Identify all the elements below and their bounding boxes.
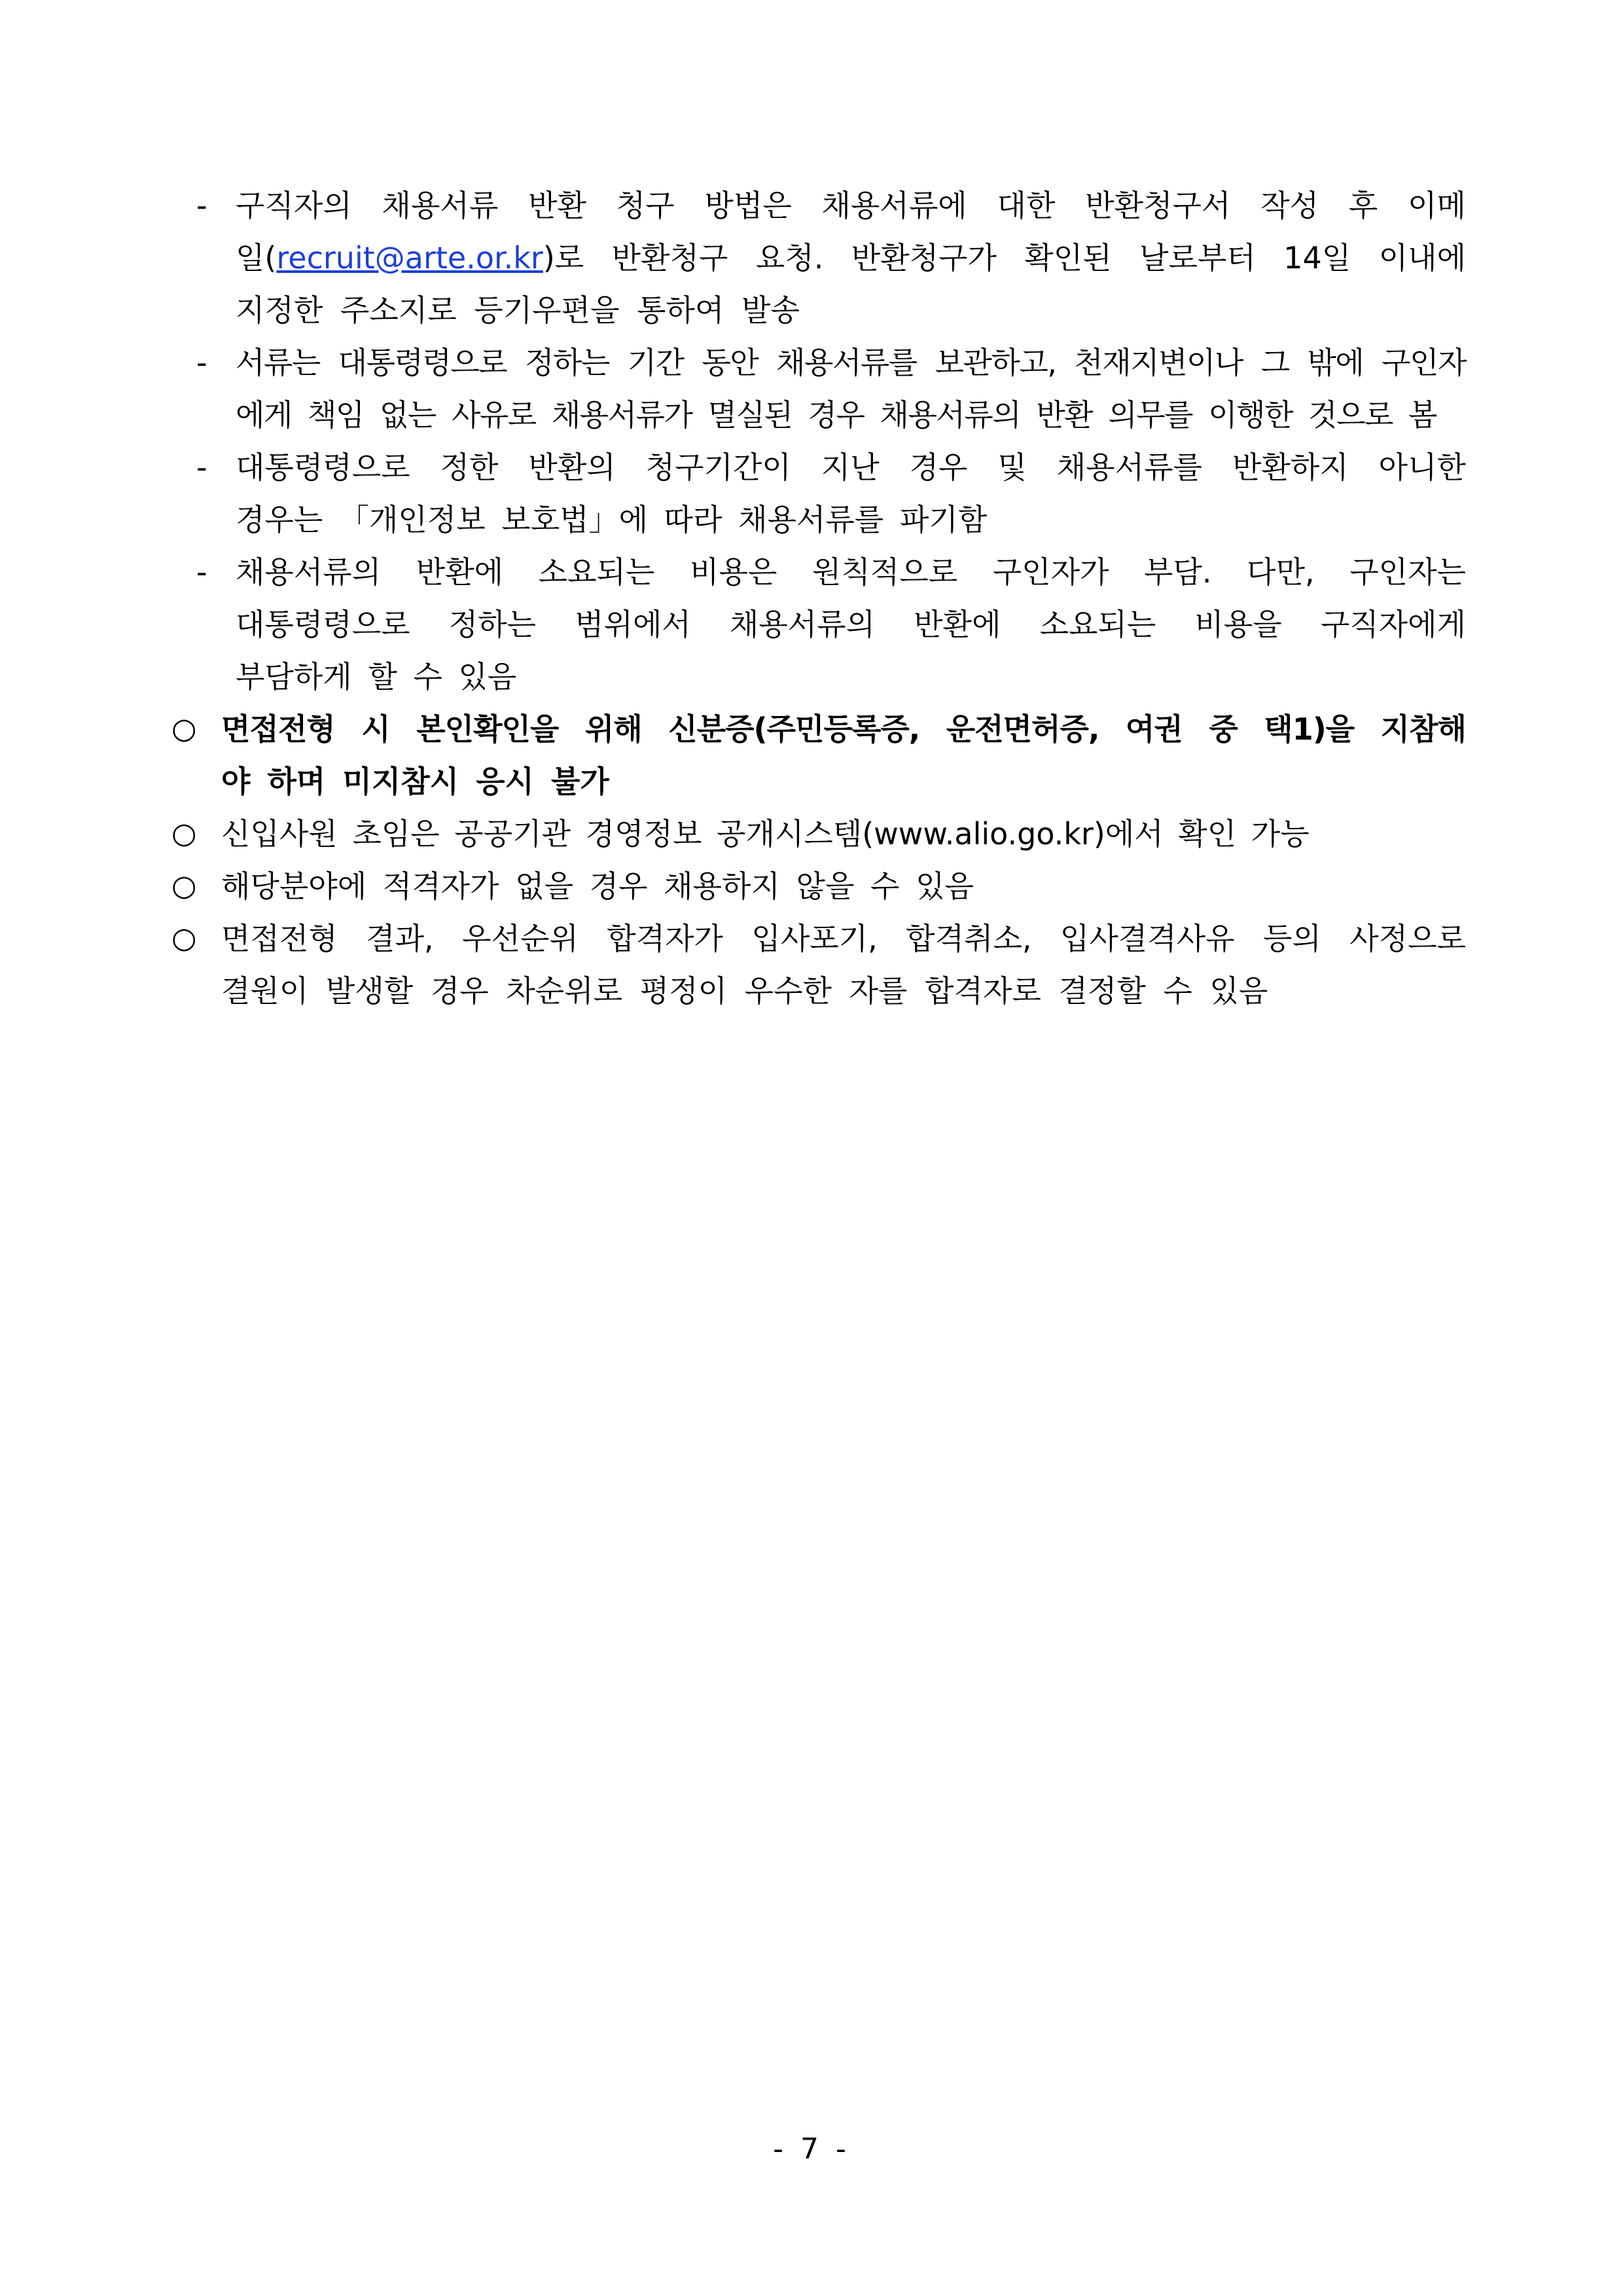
body-line: 면접전형 결과, 우선순위 합격자가 입사포기, 합격취소, 입사결격사유 등의 사정으로 [221, 921, 1466, 956]
body-line: 에게 책임 없는 사유로 채용서류가 멸실된 경우 채용서류의 반환 의무를 이행한 것으로 봄 [236, 397, 1436, 433]
dash-marker: - [196, 188, 207, 223]
circle-marker: ○ [171, 817, 197, 850]
recruit-email-link[interactable]: recruit@arte.or.kr [276, 240, 543, 276]
body-line-bold: 야 하며 미지참시 응시 불가 [221, 764, 609, 799]
body-line: 경우는 「개인정보 보호법」에 따라 채용서류를 파기함 [236, 502, 988, 537]
dash-marker: - [196, 554, 207, 590]
circle-marker: ○ [171, 922, 197, 955]
body-line: 해당분야에 적격자가 없을 경우 채용하지 않을 수 있음 [221, 869, 974, 904]
body-line: 대통령령으로 정한 반환의 청구기간이 지난 경우 및 채용서류를 반환하지 아니한 [236, 450, 1466, 485]
dash-marker: - [196, 345, 207, 380]
body-line: 서류는 대통령령으로 정하는 기간 동안 채용서류를 보관하고, 천재지변이나 그 밖에 구인자 [236, 345, 1466, 380]
text-segment: )로 반환청구 요청. 반환청구가 확인된 날로부터 14일 이내에 [543, 240, 1466, 276]
body-line: 구직자의 채용서류 반환 청구 방법은 채용서류에 대한 반환청구서 작성 후 이메 [236, 188, 1466, 223]
body-line: 신입사원 초임은 공공기관 경영정보 공개시스템(www.alio.go.kr)에서 확인 가능 [221, 816, 1310, 852]
body-line-bold: 면접전형 시 본인확인을 위해 신분증(주민등록증, 운전면허증, 여권 중 택1)을 지참해 [221, 711, 1466, 747]
body-line: 채용서류의 반환에 소요되는 비용은 원칙적으로 구인자가 부담. 다만, 구인자는 [236, 554, 1466, 590]
body-line: 대통령령으로 정하는 범위에서 채용서류의 반환에 소요되는 비용을 구직자에게 [236, 607, 1466, 642]
body-line: 지정한 주소지로 등기우편을 통하여 발송 [236, 293, 800, 328]
text-segment: 일( [236, 240, 277, 276]
dash-marker: - [196, 450, 207, 485]
page-number: - 7 - [773, 2132, 850, 2166]
body-line: 부담하게 할 수 있음 [236, 659, 517, 694]
body-line: 결원이 발생할 경우 차순위로 평정이 우수한 자를 합격자로 결정할 수 있음 [221, 973, 1268, 1009]
circle-marker: ○ [171, 712, 197, 745]
circle-marker: ○ [171, 869, 197, 903]
body-line [236, 238, 1466, 278]
